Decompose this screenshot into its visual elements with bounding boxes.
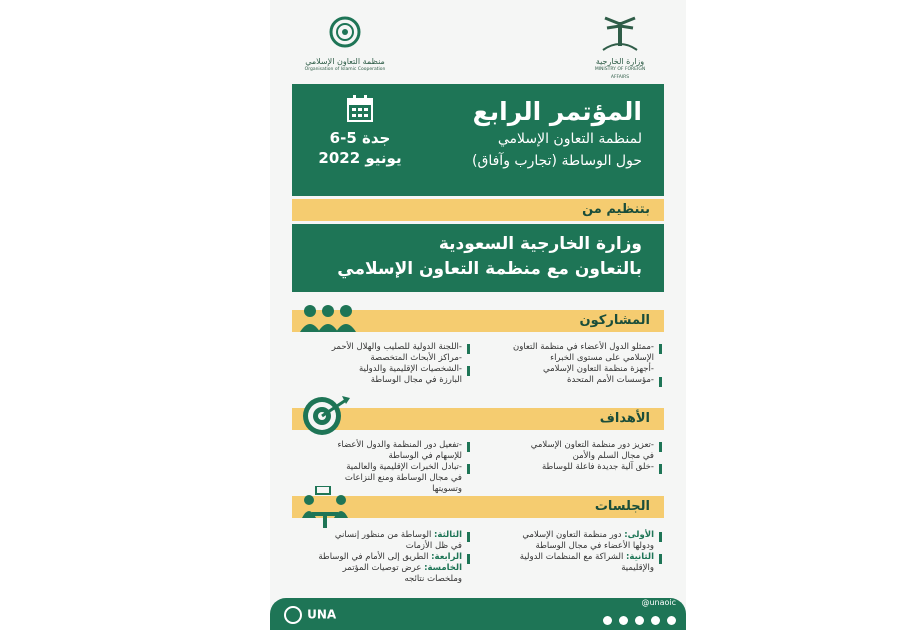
goals-right-line: -خلق آلية جديدة فاعلة للوساطة [541, 462, 654, 472]
sessions-left-col [290, 530, 470, 585]
goals-label: الأهداف [599, 411, 650, 426]
goals-right-line: في مجال السلم والأمن [572, 451, 654, 461]
goals-left-line: -تبادل الخبرات الإقليمية والعالمية [346, 462, 462, 472]
session-value: وملخصات نتائجه [404, 574, 462, 584]
participants-icon [298, 302, 358, 334]
social-handle: @unaoic [641, 598, 676, 607]
session-line [482, 541, 654, 552]
title-line2: لمنظمة التعاون الإسلامي [497, 131, 642, 147]
session-line [482, 552, 654, 563]
title-line1: المؤتمر الرابع [472, 97, 642, 126]
youtube-icon[interactable] [635, 616, 644, 625]
session-value: والإقليمية [621, 563, 654, 573]
bullet-marker [467, 464, 470, 474]
bullet-marker [467, 442, 470, 452]
organizer-block [292, 224, 664, 292]
organizer-label-bar [292, 199, 664, 221]
telegram-icon[interactable] [651, 616, 660, 625]
organizer-line1: وزارة الخارجية السعودية [438, 234, 642, 254]
calendar-icon [345, 94, 375, 124]
participants-left-line: -مراكز الأبحاث المتخصصة [370, 353, 462, 363]
session-line [290, 530, 462, 541]
social-icons [580, 610, 676, 629]
goals-left-line: وتسويتها [432, 484, 462, 494]
participants-left-line: -الشخصيات الإقليمية والدولية [358, 364, 462, 374]
bullet-marker [659, 554, 662, 564]
bullet-marker [659, 344, 662, 354]
title-block [292, 84, 664, 196]
goals-right-line: -تعزيز دور منظمة التعاون الإسلامي [530, 440, 654, 450]
poster [270, 0, 686, 630]
participants-left-line: البارزة في مجال الوساطة [370, 375, 462, 385]
oic-emblem-icon [300, 14, 390, 54]
title-line3: حول الوساطة (تجارب وآفاق) [472, 153, 642, 169]
participants-right-line: -ممثلو الدول الأعضاء في منظمة التعاون [512, 342, 654, 352]
bullet-marker [659, 442, 662, 452]
una-brand-text: UNA [307, 607, 337, 622]
organizer-label: بتنظيم من [582, 202, 650, 217]
session-line [290, 574, 462, 585]
session-line [482, 530, 654, 541]
organizer-line2: بالتعاون مع منظمة التعاون الإسلامي [337, 259, 642, 279]
una-logo-icon [284, 606, 302, 624]
mofa-name-en: MINISTRY OF FOREIGN AFFAIRS [594, 67, 646, 80]
session-key: الرابعة: [431, 552, 462, 562]
session-value: الشراكة مع المنظمات الدولية [519, 552, 627, 562]
mofa-name-ar: وزارة الخارجية [595, 57, 645, 66]
goals-left-line: -تفعيل دور المنظمة والدول الأعضاء [337, 440, 462, 450]
session-value: ودولها الأعضاء في مجال الوساطة [535, 541, 654, 551]
session-key: الخامسة: [424, 563, 462, 573]
bullet-marker [659, 532, 662, 542]
date-block [310, 94, 410, 168]
participants-right-line: -مؤسسات الأمم المتحدة [567, 375, 654, 385]
participants-right-line: الإسلامي على مستوى الخبراء [550, 353, 654, 363]
instagram-icon[interactable] [619, 616, 628, 625]
session-value: الطريق إلى الأمام في الوساطة [318, 552, 432, 562]
footer-brand [284, 604, 336, 624]
oic-name-en: Organisation of Islamic Cooperation [304, 67, 386, 72]
bullet-marker [467, 344, 470, 354]
social-block [580, 598, 676, 629]
bullet-marker [467, 532, 470, 542]
oic-name-ar: منظمة التعاون الإسلامي [305, 57, 385, 66]
sessions-right-col [482, 530, 662, 574]
oic-logo [300, 14, 390, 76]
palm-swords-icon [585, 14, 655, 54]
session-line [482, 563, 654, 574]
participants-right-line: -أجهزة منظمة التعاون الإسلامي [542, 364, 654, 374]
bullet-marker [467, 366, 470, 376]
session-value: دور منظمة التعاون الإسلامي [522, 530, 625, 540]
participants-left-col [290, 342, 470, 386]
date-place-days: جدة 5-6 [329, 129, 391, 147]
twitter-icon[interactable] [603, 616, 612, 625]
session-line [290, 563, 462, 574]
bullet-marker [659, 464, 662, 474]
date-month-year: يونيو 2022 [318, 149, 402, 167]
participants-left-line: -اللجنة الدولية للصليب والهلال الأحمر [331, 342, 462, 352]
session-line [290, 552, 462, 563]
session-value: في ظل الأزمات [405, 541, 462, 551]
bullet-marker [467, 554, 470, 564]
goals-right-col [482, 440, 662, 473]
session-value: عرض توصيات المؤتمر [342, 563, 425, 573]
title-text [412, 96, 642, 172]
participants-right-col [482, 342, 662, 386]
goals-left-line: في مجال الوساطة ومنع النزاعات [344, 473, 462, 483]
session-line [290, 541, 462, 552]
session-key: الثانية: [626, 552, 654, 562]
target-icon [300, 394, 352, 438]
bullet-marker [659, 377, 662, 387]
goals-left-line: للإسهام في الوساطة [388, 451, 462, 461]
facebook-icon[interactable] [667, 616, 676, 625]
sessions-label: الجلسات [594, 499, 650, 514]
session-key: الثالثة: [434, 530, 462, 540]
session-key: الأولى: [624, 530, 654, 540]
mofa-logo [585, 14, 655, 80]
participants-label: المشاركون [579, 313, 650, 328]
session-value: الوساطة من منظور إنساني [334, 530, 435, 540]
meeting-icon [300, 486, 350, 528]
